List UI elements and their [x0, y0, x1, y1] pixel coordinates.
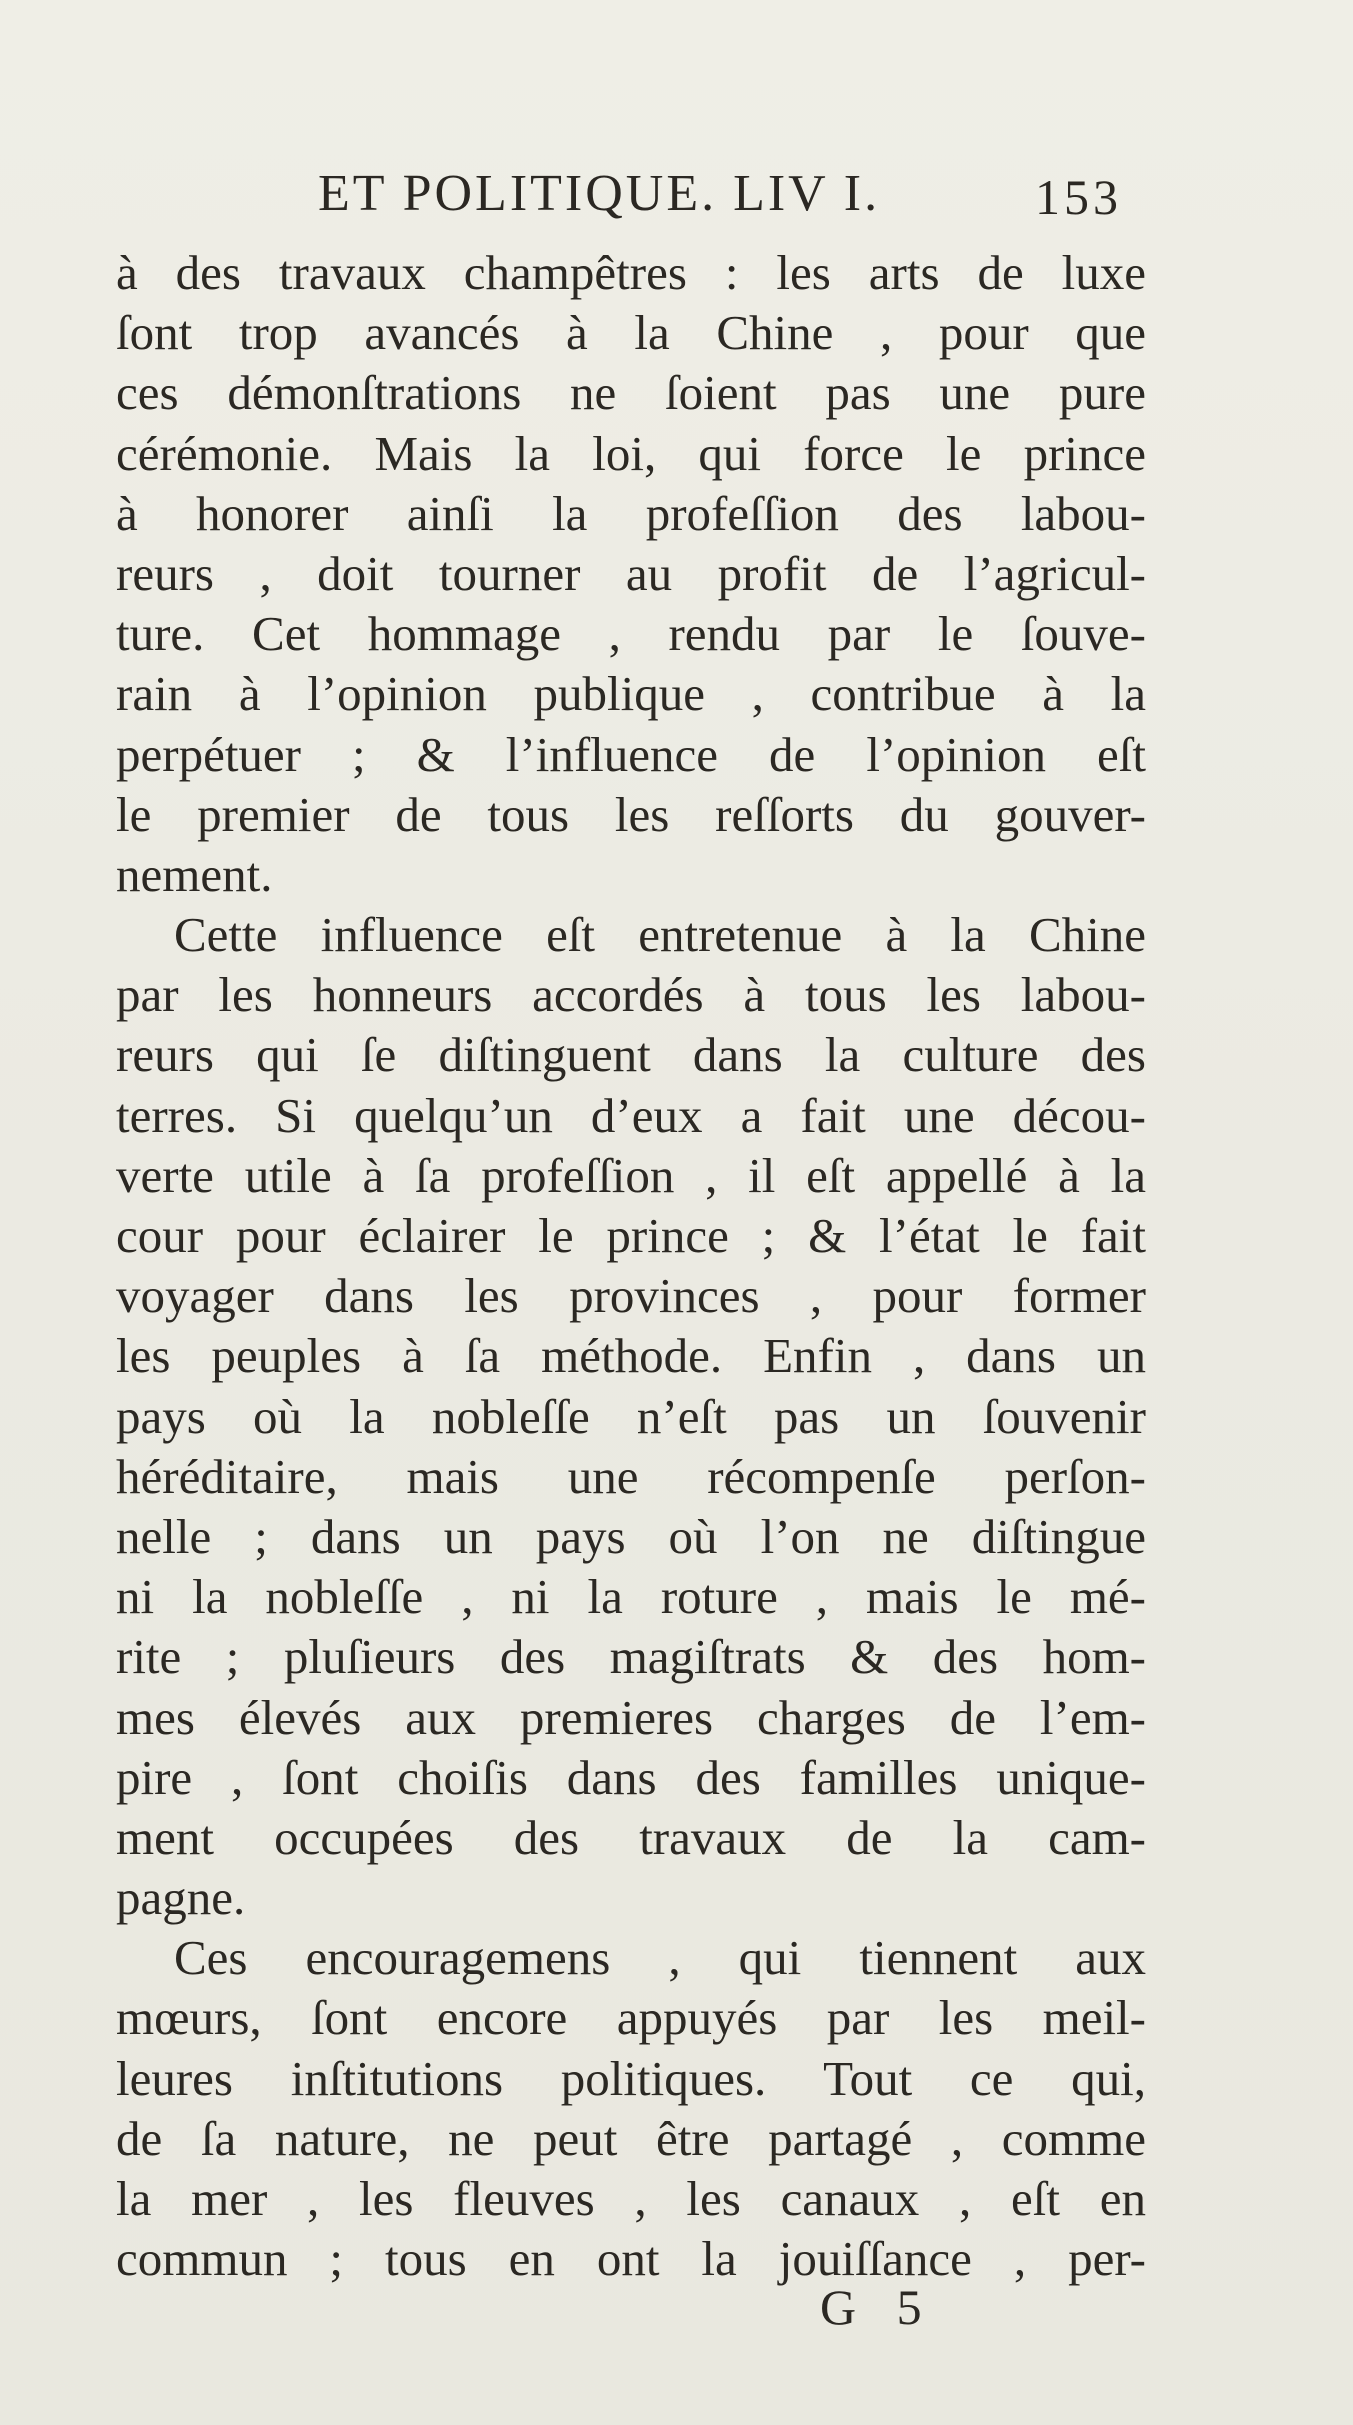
text-line: pays où la nobleſſe n’eſt pas un ſouvenir	[116, 1388, 1146, 1444]
text-line: de ſa nature, ne peut être partagé , comme	[116, 2110, 1146, 2166]
text-line: ſont trop avancés à la Chine , pour que	[116, 305, 1146, 361]
text-line: ni la nobleſſe , ni la roture , mais le mé-	[116, 1569, 1146, 1625]
signature-mark: G 5	[820, 2279, 936, 2335]
text-line: ment occupées des travaux de la cam-	[116, 1809, 1146, 1865]
running-head-title: ET POLITIQUE. LIV I.	[318, 165, 881, 222]
text-line: reurs qui ſe diſtinguent dans la culture des	[116, 1027, 1146, 1083]
running-head	[0, 164, 1353, 234]
text-line: à des travaux champêtres : les arts de luxe	[116, 245, 1146, 300]
text-line: verte utile à ſa profeſſion , il eſt appellé à la	[116, 1147, 1146, 1203]
page-number: 153	[1035, 169, 1122, 225]
text-line: mœurs, ſont encore appuyés par les meil-	[116, 1990, 1146, 2046]
text-line: ture. Cet hommage , rendu par le ſouve-	[116, 606, 1146, 662]
text-line: pire , ſont choiſis dans des familles unique-	[116, 1749, 1146, 1805]
text-line: perpétuer ; & l’influence de l’opinion eſt	[116, 726, 1146, 782]
text-line: voyager dans les provinces , pour former	[116, 1268, 1146, 1324]
text-line: par les honneurs accordés à tous les labou-	[116, 967, 1146, 1023]
text-line: ces démonſtrations ne ſoient pas une pure	[116, 365, 1146, 421]
text-line: terres. Si quelqu’un d’eux a fait une décou-	[116, 1087, 1146, 1143]
text-line: mes élevés aux premieres charges de l’em-	[116, 1689, 1146, 1745]
text-line: nement.	[116, 846, 273, 902]
text-line: nelle ; dans un pays où l’on ne diſtingue	[116, 1508, 1146, 1564]
text-line: commun ; tous en ont la jouiſſance , per-	[116, 2231, 1146, 2287]
body-text	[116, 243, 1146, 2289]
text-line: cour pour éclairer le prince ; & l’état le fait	[116, 1208, 1146, 1263]
text-line: reurs , doit tourner au profit de l’agricul-	[116, 545, 1146, 601]
paragraph-start-line: Cette influence eſt entretenue à la Chine	[174, 907, 1146, 963]
text-line: le premier de tous les reſſorts du gouver-	[116, 786, 1146, 842]
text-line: cérémonie. Mais la loi, qui force le prince	[116, 425, 1146, 481]
text-line: les peuples à ſa méthode. Enfin , dans un	[116, 1328, 1146, 1384]
text-line: la mer , les fleuves , les canaux , eſt en	[116, 2171, 1146, 2226]
text-line: leures inſtitutions politiques. Tout ce qui,	[116, 2050, 1146, 2106]
text-line: rite ; pluſieurs des magiſtrats & des hom-	[116, 1629, 1146, 1685]
text-line: à honorer ainſi la profeſſion des labou-	[116, 485, 1146, 541]
text-line: pagne.	[116, 1870, 246, 1926]
text-line: héréditaire, mais une récompenſe perſon-	[116, 1448, 1146, 1504]
paragraph-start-line: Ces encouragemens , qui tiennent aux	[174, 1930, 1146, 1986]
text-line: rain à l’opinion publique , contribue à la	[116, 666, 1146, 722]
